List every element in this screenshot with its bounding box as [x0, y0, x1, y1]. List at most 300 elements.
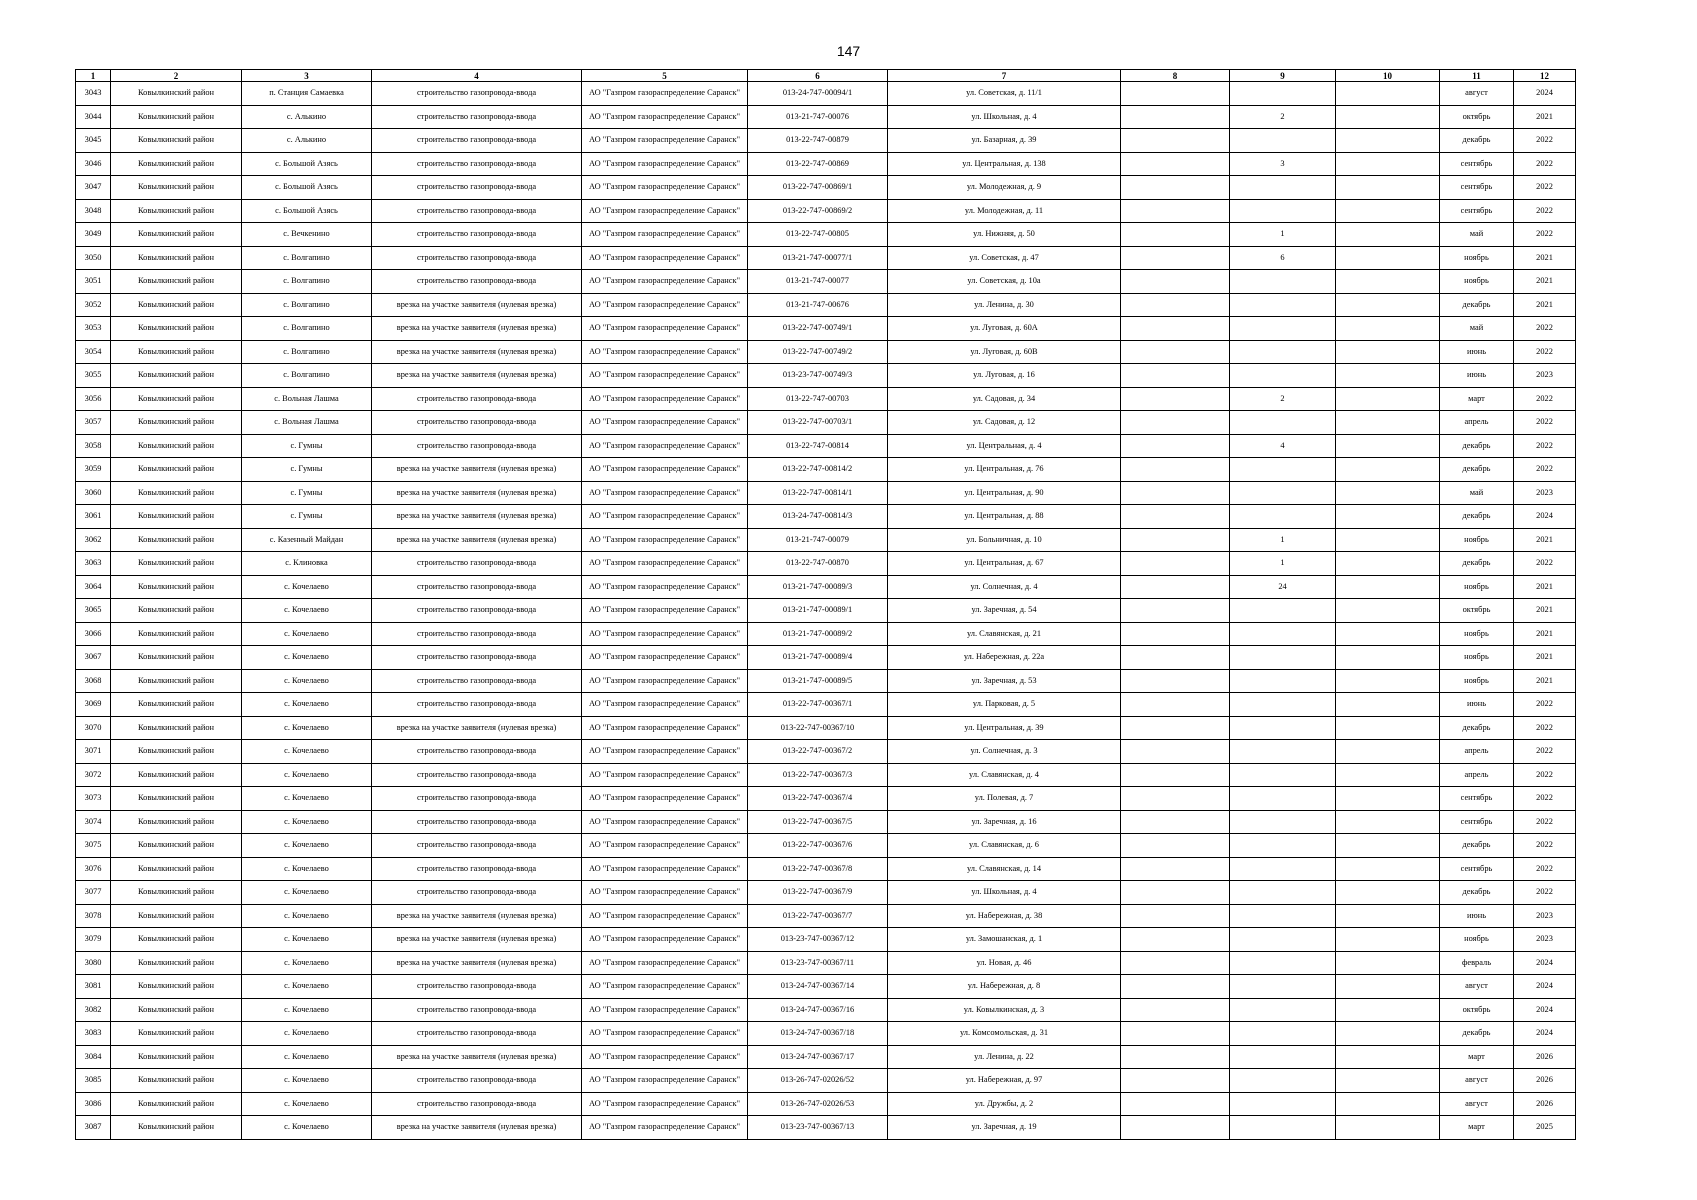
district-cell: Ковылкинский район	[111, 904, 242, 928]
column-8-cell	[1121, 129, 1230, 153]
table-row	[76, 599, 1576, 623]
settlement-cell: с. Кочелаево	[242, 810, 372, 834]
year-cell: 2022	[1514, 199, 1576, 223]
table-row	[76, 387, 1576, 411]
count-cell	[1230, 904, 1336, 928]
month-cell: декабрь	[1440, 1022, 1514, 1046]
table-row	[76, 152, 1576, 176]
district-cell: Ковылкинский район	[111, 82, 242, 106]
settlement-cell: с. Вольная Лашма	[242, 387, 372, 411]
organization-cell: АО "Газпром газораспределение Саранск"	[582, 1069, 748, 1093]
settlement-cell: с. Казенный Майдан	[242, 528, 372, 552]
organization-cell: АО "Газпром газораспределение Саранск"	[582, 857, 748, 881]
table-row	[76, 575, 1576, 599]
table-row	[76, 1092, 1576, 1116]
application-number-cell: 013-22-747-00814/2	[748, 458, 888, 482]
row-number-cell: 3058	[76, 434, 111, 458]
work-type-cell: строительство газопровода-ввода	[372, 599, 582, 623]
organization-cell: АО "Газпром газораспределение Саранск"	[582, 387, 748, 411]
column-8-cell	[1121, 481, 1230, 505]
application-number-cell: 013-21-747-00089/4	[748, 646, 888, 670]
year-cell: 2022	[1514, 387, 1576, 411]
month-cell: декабрь	[1440, 505, 1514, 529]
row-number-cell: 3083	[76, 1022, 111, 1046]
work-type-cell: строительство газопровода-ввода	[372, 622, 582, 646]
row-number-cell: 3073	[76, 787, 111, 811]
row-number-cell: 3061	[76, 505, 111, 529]
organization-cell: АО "Газпром газораспределение Саранск"	[582, 1045, 748, 1069]
year-cell: 2024	[1514, 1022, 1576, 1046]
district-cell: Ковылкинский район	[111, 552, 242, 576]
settlement-cell: с. Кочелаево	[242, 1116, 372, 1140]
district-cell: Ковылкинский район	[111, 622, 242, 646]
column-8-cell	[1121, 787, 1230, 811]
table-row	[76, 176, 1576, 200]
table-row	[76, 317, 1576, 341]
settlement-cell: с. Большой Азясь	[242, 176, 372, 200]
count-cell: 4	[1230, 434, 1336, 458]
work-type-cell: врезка на участке заявителя (нулевая врезка)	[372, 340, 582, 364]
table-row	[76, 904, 1576, 928]
year-cell: 2021	[1514, 599, 1576, 623]
table-row	[76, 928, 1576, 952]
column-header: 6	[748, 70, 888, 82]
row-number-cell: 3085	[76, 1069, 111, 1093]
district-cell: Ковылкинский район	[111, 599, 242, 623]
month-cell: сентябрь	[1440, 787, 1514, 811]
year-cell: 2021	[1514, 622, 1576, 646]
address-cell: ул. Набережная, д. 22а	[888, 646, 1121, 670]
table-row	[76, 1045, 1576, 1069]
application-number-cell: 013-22-747-00749/2	[748, 340, 888, 364]
work-type-cell: врезка на участке заявителя (нулевая врезка)	[372, 1045, 582, 1069]
settlement-cell: с. Волгапино	[242, 270, 372, 294]
organization-cell: АО "Газпром газораспределение Саранск"	[582, 223, 748, 247]
application-number-cell: 013-21-747-00077	[748, 270, 888, 294]
table-row	[76, 998, 1576, 1022]
district-cell: Ковылкинский район	[111, 434, 242, 458]
table-row	[76, 199, 1576, 223]
application-number-cell: 013-22-747-00703	[748, 387, 888, 411]
table-row	[76, 622, 1576, 646]
address-cell: ул. Советская, д. 10а	[888, 270, 1121, 294]
address-cell: ул. Полевая, д. 7	[888, 787, 1121, 811]
address-cell: ул. Школьная, д. 4	[888, 105, 1121, 129]
column-10-cell	[1336, 716, 1440, 740]
count-cell: 24	[1230, 575, 1336, 599]
settlement-cell: с. Кочелаево	[242, 787, 372, 811]
district-cell: Ковылкинский район	[111, 387, 242, 411]
table-row	[76, 434, 1576, 458]
month-cell: май	[1440, 223, 1514, 247]
address-cell: ул. Ковылкинская, д. 3	[888, 998, 1121, 1022]
column-header: 1	[76, 70, 111, 82]
table-row	[76, 787, 1576, 811]
district-cell: Ковылкинский район	[111, 693, 242, 717]
column-header: 10	[1336, 70, 1440, 82]
district-cell: Ковылкинский район	[111, 716, 242, 740]
count-cell	[1230, 810, 1336, 834]
count-cell	[1230, 364, 1336, 388]
column-10-cell	[1336, 928, 1440, 952]
count-cell: 1	[1230, 528, 1336, 552]
year-cell: 2022	[1514, 152, 1576, 176]
application-number-cell: 013-22-747-00367/6	[748, 834, 888, 858]
work-type-cell: врезка на участке заявителя (нулевая врезка)	[372, 951, 582, 975]
application-number-cell: 013-24-747-00814/3	[748, 505, 888, 529]
count-cell	[1230, 951, 1336, 975]
year-cell: 2022	[1514, 787, 1576, 811]
district-cell: Ковылкинский район	[111, 787, 242, 811]
column-10-cell	[1336, 434, 1440, 458]
column-header: 4	[372, 70, 582, 82]
work-type-cell: строительство газопровода-ввода	[372, 693, 582, 717]
organization-cell: АО "Газпром газораспределение Саранск"	[582, 152, 748, 176]
column-8-cell	[1121, 105, 1230, 129]
year-cell: 2022	[1514, 834, 1576, 858]
column-10-cell	[1336, 810, 1440, 834]
count-cell	[1230, 1022, 1336, 1046]
address-cell: ул. Ленина, д. 22	[888, 1045, 1121, 1069]
column-8-cell	[1121, 82, 1230, 106]
table-row	[76, 105, 1576, 129]
column-10-cell	[1336, 270, 1440, 294]
column-10-cell	[1336, 763, 1440, 787]
month-cell: октябрь	[1440, 599, 1514, 623]
settlement-cell: с. Кочелаево	[242, 669, 372, 693]
year-cell: 2022	[1514, 881, 1576, 905]
year-cell: 2024	[1514, 951, 1576, 975]
year-cell: 2022	[1514, 740, 1576, 764]
column-8-cell	[1121, 693, 1230, 717]
district-cell: Ковылкинский район	[111, 293, 242, 317]
table-row	[76, 810, 1576, 834]
settlement-cell: с. Вечкенино	[242, 223, 372, 247]
work-type-cell: строительство газопровода-ввода	[372, 881, 582, 905]
year-cell: 2022	[1514, 458, 1576, 482]
row-number-cell: 3068	[76, 669, 111, 693]
count-cell	[1230, 787, 1336, 811]
work-type-cell: строительство газопровода-ввода	[372, 434, 582, 458]
column-header: 5	[582, 70, 748, 82]
address-cell: ул. Замошанская, д. 1	[888, 928, 1121, 952]
work-type-cell: строительство газопровода-ввода	[372, 411, 582, 435]
application-number-cell: 013-22-747-00870	[748, 552, 888, 576]
column-10-cell	[1336, 481, 1440, 505]
row-number-cell: 3084	[76, 1045, 111, 1069]
column-8-cell	[1121, 951, 1230, 975]
column-10-cell	[1336, 975, 1440, 999]
month-cell: август	[1440, 975, 1514, 999]
organization-cell: АО "Газпром газораспределение Саранск"	[582, 928, 748, 952]
organization-cell: АО "Газпром газораспределение Саранск"	[582, 199, 748, 223]
settlement-cell: с. Большой Азясь	[242, 199, 372, 223]
application-number-cell: 013-21-747-00089/1	[748, 599, 888, 623]
row-number-cell: 3043	[76, 82, 111, 106]
table-row	[76, 270, 1576, 294]
month-cell: декабрь	[1440, 129, 1514, 153]
work-type-cell: строительство газопровода-ввода	[372, 270, 582, 294]
column-8-cell	[1121, 881, 1230, 905]
year-cell: 2022	[1514, 340, 1576, 364]
row-number-cell: 3052	[76, 293, 111, 317]
settlement-cell: с. Большой Азясь	[242, 152, 372, 176]
count-cell	[1230, 481, 1336, 505]
row-number-cell: 3066	[76, 622, 111, 646]
application-number-cell: 013-22-747-00367/8	[748, 857, 888, 881]
organization-cell: АО "Газпром газораспределение Саранск"	[582, 528, 748, 552]
settlement-cell: с. Алькино	[242, 129, 372, 153]
application-number-cell: 013-22-747-00814/1	[748, 481, 888, 505]
year-cell: 2024	[1514, 998, 1576, 1022]
address-cell: ул. Луговая, д. 16	[888, 364, 1121, 388]
column-10-cell	[1336, 998, 1440, 1022]
application-number-cell: 013-22-747-00805	[748, 223, 888, 247]
year-cell: 2023	[1514, 928, 1576, 952]
year-cell: 2022	[1514, 763, 1576, 787]
work-type-cell: строительство газопровода-ввода	[372, 129, 582, 153]
organization-cell: АО "Газпром газораспределение Саранск"	[582, 998, 748, 1022]
column-10-cell	[1336, 1092, 1440, 1116]
table-row	[76, 1069, 1576, 1093]
count-cell	[1230, 1069, 1336, 1093]
settlement-cell: с. Гумны	[242, 434, 372, 458]
year-cell: 2022	[1514, 317, 1576, 341]
column-8-cell	[1121, 599, 1230, 623]
column-8-cell	[1121, 552, 1230, 576]
address-cell: ул. Набережная, д. 8	[888, 975, 1121, 999]
column-8-cell	[1121, 1069, 1230, 1093]
address-cell: ул. Центральная, д. 4	[888, 434, 1121, 458]
column-header: 9	[1230, 70, 1336, 82]
work-type-cell: строительство газопровода-ввода	[372, 646, 582, 670]
address-cell: ул. Набережная, д. 97	[888, 1069, 1121, 1093]
work-type-cell: строительство газопровода-ввода	[372, 387, 582, 411]
address-cell: ул. Парковая, д. 5	[888, 693, 1121, 717]
district-cell: Ковылкинский район	[111, 669, 242, 693]
settlement-cell: с. Кочелаево	[242, 646, 372, 670]
column-10-cell	[1336, 646, 1440, 670]
column-header: 8	[1121, 70, 1230, 82]
settlement-cell: с. Волгапино	[242, 364, 372, 388]
application-number-cell: 013-23-747-00749/3	[748, 364, 888, 388]
count-cell	[1230, 716, 1336, 740]
month-cell: март	[1440, 1116, 1514, 1140]
count-cell	[1230, 857, 1336, 881]
column-10-cell	[1336, 223, 1440, 247]
application-number-cell: 013-22-747-00367/9	[748, 881, 888, 905]
count-cell	[1230, 881, 1336, 905]
row-number-cell: 3069	[76, 693, 111, 717]
work-type-cell: врезка на участке заявителя (нулевая врезка)	[372, 293, 582, 317]
column-8-cell	[1121, 411, 1230, 435]
district-cell: Ковылкинский район	[111, 1116, 242, 1140]
count-cell	[1230, 646, 1336, 670]
work-type-cell: строительство газопровода-ввода	[372, 834, 582, 858]
month-cell: июнь	[1440, 340, 1514, 364]
organization-cell: АО "Газпром газораспределение Саранск"	[582, 129, 748, 153]
column-10-cell	[1336, 834, 1440, 858]
work-type-cell: строительство газопровода-ввода	[372, 1022, 582, 1046]
address-cell: ул. Советская, д. 47	[888, 246, 1121, 270]
district-cell: Ковылкинский район	[111, 505, 242, 529]
column-8-cell	[1121, 199, 1230, 223]
work-type-cell: строительство газопровода-ввода	[372, 152, 582, 176]
count-cell	[1230, 998, 1336, 1022]
address-cell: ул. Нижняя, д. 50	[888, 223, 1121, 247]
table-row	[76, 693, 1576, 717]
table-row	[76, 458, 1576, 482]
table-row	[76, 340, 1576, 364]
table-row	[76, 1116, 1576, 1140]
address-cell: ул. Молодежная, д. 9	[888, 176, 1121, 200]
month-cell: сентябрь	[1440, 857, 1514, 881]
district-cell: Ковылкинский район	[111, 246, 242, 270]
settlement-cell: с. Кочелаево	[242, 904, 372, 928]
year-cell: 2021	[1514, 246, 1576, 270]
year-cell: 2021	[1514, 575, 1576, 599]
organization-cell: АО "Газпром газораспределение Саранск"	[582, 246, 748, 270]
settlement-cell: с. Кочелаево	[242, 740, 372, 764]
work-type-cell: врезка на участке заявителя (нулевая врезка)	[372, 317, 582, 341]
row-number-cell: 3057	[76, 411, 111, 435]
organization-cell: АО "Газпром газораспределение Саранск"	[582, 740, 748, 764]
row-number-cell: 3080	[76, 951, 111, 975]
column-8-cell	[1121, 528, 1230, 552]
column-8-cell	[1121, 646, 1230, 670]
settlement-cell: с. Кочелаево	[242, 951, 372, 975]
column-8-cell	[1121, 152, 1230, 176]
count-cell: 3	[1230, 152, 1336, 176]
organization-cell: АО "Газпром газораспределение Саранск"	[582, 881, 748, 905]
address-cell: ул. Молодежная, д. 11	[888, 199, 1121, 223]
year-cell: 2026	[1514, 1069, 1576, 1093]
year-cell: 2023	[1514, 364, 1576, 388]
column-10-cell	[1336, 575, 1440, 599]
work-type-cell: строительство газопровода-ввода	[372, 998, 582, 1022]
district-cell: Ковылкинский район	[111, 129, 242, 153]
count-cell	[1230, 599, 1336, 623]
work-type-cell: строительство газопровода-ввода	[372, 105, 582, 129]
district-cell: Ковылкинский район	[111, 857, 242, 881]
address-cell: ул. Садовая, д. 12	[888, 411, 1121, 435]
work-type-cell: врезка на участке заявителя (нулевая врезка)	[372, 458, 582, 482]
organization-cell: АО "Газпром газораспределение Саранск"	[582, 1022, 748, 1046]
table-row	[76, 481, 1576, 505]
district-cell: Ковылкинский район	[111, 1069, 242, 1093]
column-10-cell	[1336, 740, 1440, 764]
column-10-cell	[1336, 669, 1440, 693]
column-8-cell	[1121, 270, 1230, 294]
work-type-cell: врезка на участке заявителя (нулевая врезка)	[372, 528, 582, 552]
column-10-cell	[1336, 881, 1440, 905]
table-row	[76, 364, 1576, 388]
column-10-cell	[1336, 599, 1440, 623]
month-cell: август	[1440, 82, 1514, 106]
row-number-cell: 3056	[76, 387, 111, 411]
settlement-cell: с. Кочелаево	[242, 1092, 372, 1116]
row-number-cell: 3051	[76, 270, 111, 294]
organization-cell: АО "Газпром газораспределение Саранск"	[582, 481, 748, 505]
address-cell: ул. Славянская, д. 21	[888, 622, 1121, 646]
address-cell: ул. Советская, д. 11/1	[888, 82, 1121, 106]
work-type-cell: строительство газопровода-ввода	[372, 575, 582, 599]
application-number-cell: 013-24-747-00367/18	[748, 1022, 888, 1046]
column-8-cell	[1121, 669, 1230, 693]
application-number-cell: 013-23-747-00367/13	[748, 1116, 888, 1140]
count-cell	[1230, 293, 1336, 317]
column-10-cell	[1336, 317, 1440, 341]
work-type-cell: строительство газопровода-ввода	[372, 199, 582, 223]
month-cell: ноябрь	[1440, 575, 1514, 599]
district-cell: Ковылкинский район	[111, 364, 242, 388]
table-row	[76, 1022, 1576, 1046]
table-row	[76, 834, 1576, 858]
district-cell: Ковылкинский район	[111, 1022, 242, 1046]
district-cell: Ковылкинский район	[111, 740, 242, 764]
settlement-cell: с. Кочелаево	[242, 1045, 372, 1069]
table-row	[76, 716, 1576, 740]
application-number-cell: 013-22-747-00367/3	[748, 763, 888, 787]
column-8-cell	[1121, 716, 1230, 740]
row-number-cell: 3054	[76, 340, 111, 364]
district-cell: Ковылкинский район	[111, 481, 242, 505]
work-type-cell: врезка на участке заявителя (нулевая врезка)	[372, 716, 582, 740]
settlement-cell: с. Клиновка	[242, 552, 372, 576]
application-number-cell: 013-22-747-00814	[748, 434, 888, 458]
column-10-cell	[1336, 1022, 1440, 1046]
table-row	[76, 129, 1576, 153]
table-row	[76, 669, 1576, 693]
district-cell: Ковылкинский район	[111, 998, 242, 1022]
work-type-cell: врезка на участке заявителя (нулевая врезка)	[372, 904, 582, 928]
month-cell: июнь	[1440, 364, 1514, 388]
district-cell: Ковылкинский район	[111, 152, 242, 176]
column-10-cell	[1336, 387, 1440, 411]
table-row	[76, 740, 1576, 764]
application-number-cell: 013-22-747-00367/7	[748, 904, 888, 928]
district-cell: Ковылкинский район	[111, 411, 242, 435]
year-cell: 2022	[1514, 223, 1576, 247]
organization-cell: АО "Газпром газораспределение Саранск"	[582, 411, 748, 435]
count-cell	[1230, 1092, 1336, 1116]
table-row	[76, 857, 1576, 881]
month-cell: ноябрь	[1440, 669, 1514, 693]
page-number: 147	[836, 43, 861, 59]
district-cell: Ковылкинский район	[111, 881, 242, 905]
column-10-cell	[1336, 293, 1440, 317]
column-8-cell	[1121, 505, 1230, 529]
row-number-cell: 3059	[76, 458, 111, 482]
address-cell: ул. Центральная, д. 90	[888, 481, 1121, 505]
settlement-cell: с. Кочелаево	[242, 881, 372, 905]
month-cell: октябрь	[1440, 998, 1514, 1022]
month-cell: декабрь	[1440, 552, 1514, 576]
month-cell: ноябрь	[1440, 270, 1514, 294]
organization-cell: АО "Газпром газораспределение Саранск"	[582, 505, 748, 529]
settlement-cell: с. Волгапино	[242, 293, 372, 317]
column-10-cell	[1336, 693, 1440, 717]
settlement-cell: с. Кочелаево	[242, 857, 372, 881]
row-number-cell: 3067	[76, 646, 111, 670]
application-number-cell: 013-22-747-00879	[748, 129, 888, 153]
work-type-cell: строительство газопровода-ввода	[372, 552, 582, 576]
address-cell: ул. Славянская, д. 14	[888, 857, 1121, 881]
organization-cell: АО "Газпром газораспределение Саранск"	[582, 716, 748, 740]
settlement-cell: п. Станция Самаевка	[242, 82, 372, 106]
settlement-cell: с. Кочелаево	[242, 998, 372, 1022]
column-10-cell	[1336, 458, 1440, 482]
